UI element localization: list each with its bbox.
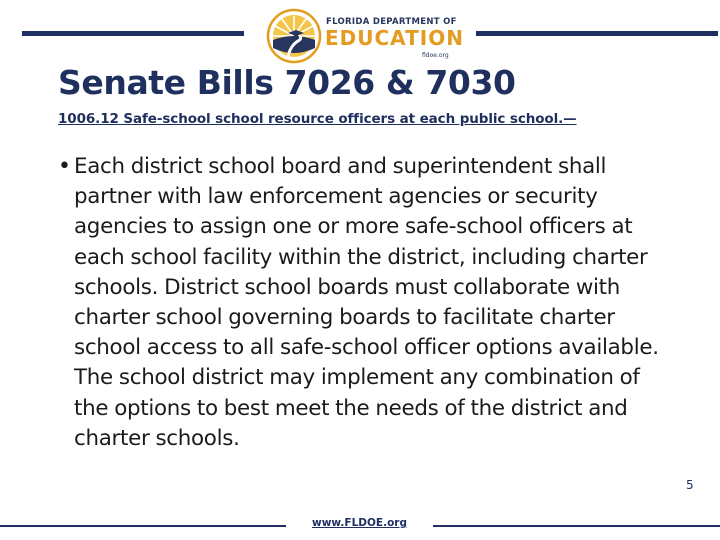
logo-site: fldoe.org — [422, 52, 449, 59]
header-rule-right — [476, 31, 718, 36]
footer-rule-right — [433, 525, 720, 527]
slide-title: Senate Bills 7026 & 7030 — [58, 63, 516, 102]
fldoe-seal-logo-icon — [266, 8, 322, 64]
footer-website-link[interactable]: www.FLDOE.org — [312, 517, 407, 529]
bullet-text: Each district school board and superintendent shall partner with law enforcement agencies or security agencies to assign one or more safe-school officers at each school facility within the district, including charter schools. District school boards must collaborate with charter school governing boards to facilitate charter school access to all safe-school officer options available. The school district may implement any combination of the options to best meet the needs of the district and charter schools. — [74, 154, 659, 451]
bullet-marker: • — [58, 154, 71, 179]
logo-name: EDUCATION — [325, 26, 464, 50]
logo-org-line: FLORIDA DEPARTMENT OF — [326, 17, 457, 27]
header-rule-left — [22, 31, 244, 36]
fldoe-logo — [266, 8, 462, 64]
footer-rule-left — [0, 525, 286, 527]
slide-subtitle: 1006.12 Safe-school school resource officers at each public school.— — [58, 111, 577, 127]
page-number: 5 — [686, 478, 694, 492]
